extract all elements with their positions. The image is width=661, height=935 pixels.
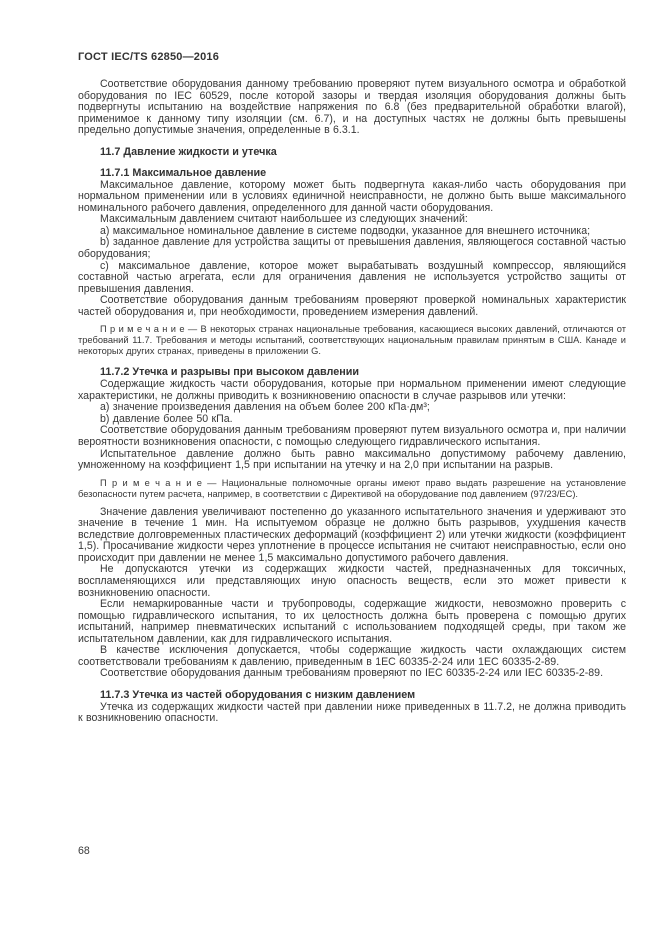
page-header	[78, 51, 626, 63]
page-body	[78, 79, 626, 725]
body-paragraph: Максимальное давление, которому может быть подвергнута какая-либо часть оборудования при нормальном применении или в условиях единичной неисправности, не должно быть выше максимального номинального рабочего давления, определенного для данной части оборудования.	[78, 178, 626, 214]
body-paragraph: Соответствие оборудования данным требованиям проверяют проверкой номинальных характеристик частей оборудования и, при необходимости, проведением измерения давлений.	[78, 294, 626, 318]
subsection-heading: 11.7.2 Утечка и разрывы при высоком давлении	[100, 366, 360, 379]
body-paragraph: a) значение произведения давления на объем более 200 кПа·дм³;	[100, 401, 430, 414]
body-paragraph: Утечка из содержащих жидкости частей при давлении ниже приведенных в 11.7.2, не должна приводить к возникновению опасности.	[78, 700, 626, 725]
body-paragraph: Если немаркированные части и трубопроводы, содержащие жидкости, невозможно проверить с помощью гидравлического испытания, то их целостность должна быть проверена с помощью других испытаний, например пневматических испытаний с использованием подходящей среды, при таком же испытательном давлении, как для гидравлического испытания.	[78, 598, 626, 645]
body-paragraph: Соответствие оборудования данным требованиям проверяют по IEC 60335-2-24 или IEC 60335-2-89.	[100, 667, 604, 680]
body-paragraph: Максимальным давлением считают наибольшее из следующих значений:	[100, 213, 468, 226]
body-paragraph: a) максимальное номинальное давление в системе подводки, указанное для внешнего источника;	[100, 224, 591, 237]
section-heading: 11.7 Давление жидкости и утечка	[100, 145, 277, 158]
body-paragraph: Испытательное давление должно быть равно максимально допустимому рабочему давлению, умноженному на коэффициент 1,5 при испытании на утечку и на 2,0 при испытании на разрыв.	[78, 447, 626, 472]
body-paragraph: Соответствие оборудования данным требованиям проверяют путем визуального осмотра и, при наличии вероятности возникновения опасности, с помощью следующего гидравлического испытания.	[78, 424, 626, 449]
body-paragraph: Соответствие оборудования данному требованию проверяют путем визуального осмотра и обработкой оборудования по IEC 60529, после которой зазоры и твердая изоляция оборудования должны быть подвергнуты испытанию на воздействие напряжения по 6.8 (без предварительной обработки влагой), применимое к данному типу изоляции (см. 6.7), и на доступных частях не должны быть превышены предельно допустимые значения, определенные в 6.3.1.	[78, 78, 626, 137]
body-paragraph: В качестве исключения допускается, чтобы содержащие жидкость части охлаждающих систем соответствовали требованиям к давлению, приведенным в 1ЕС 60335-2-24 или 1ЕС 60335-2-89.	[78, 644, 626, 668]
note-paragraph: П р и м е ч а н и е — В некоторых странах национальные требования, касающиеся высоких давлений, отличаются от требований 11.7. Требования и методы испытаний, соответствующих национальным правилам принятым в США. Канаде и некоторых других странах, приведены в приложении G.	[78, 324, 626, 357]
body-paragraph: b) давление более 50 кПа.	[100, 412, 233, 425]
body-paragraph: Не допускаются утечки из содержащих жидкости частей, предназначенных для токсичных, воспламеняющихся или представляющих иную опасность веществ, если это может привести к возникновению опасности.	[78, 563, 626, 599]
page-number: 68	[78, 845, 90, 857]
body-paragraph: Содержащие жидкость части оборудования, которые при нормальном применении имеют следующие характеристики, не должны приводить к возникновению опасности в случае разрывов или утечки:	[78, 378, 626, 402]
body-paragraph: Значение давления увеличивают постепенно до указанного испытательного значения и удерживают это значение в течение 1 мин. На испытуемом образце не должно быть разрывов, ухудшения качеств вследствие долговременных пластических деформаций (коэффициент 2) или утечки жидкости (коэффициент 1,5). Просачивание жидкости через уплотнение в процессе испытания не считают неисправностью, если оно происходит при давлении не менее 1,5 максимально допустимого рабочего давления.	[78, 505, 626, 564]
running-head: ГОСТ IEC/TS 62850—2016	[78, 51, 220, 63]
body-paragraph: c) максимальное давление, которое может вырабатывать воздушный компрессор, являющийся составной частью агрегата, если для ограничения давления не используется устройство защиты от превышения давления.	[78, 259, 626, 295]
note-paragraph: П р и м е ч а н и е — Национальные полномочные органы имеют право выдать разрешение на установление безопасности путем расчета, например, в соответствии с Директивой на оборудование под давлением (97/23/ЕС).	[78, 477, 626, 499]
body-paragraph: b) заданное давление для устройства защиты от превышения давления, являющегося составной частью оборудования;	[78, 236, 626, 261]
subsection-heading: 11.7.1 Максимальное давление	[100, 166, 267, 179]
subsection-heading: 11.7.3 Утечка из частей оборудования с низким давлением	[100, 688, 416, 701]
